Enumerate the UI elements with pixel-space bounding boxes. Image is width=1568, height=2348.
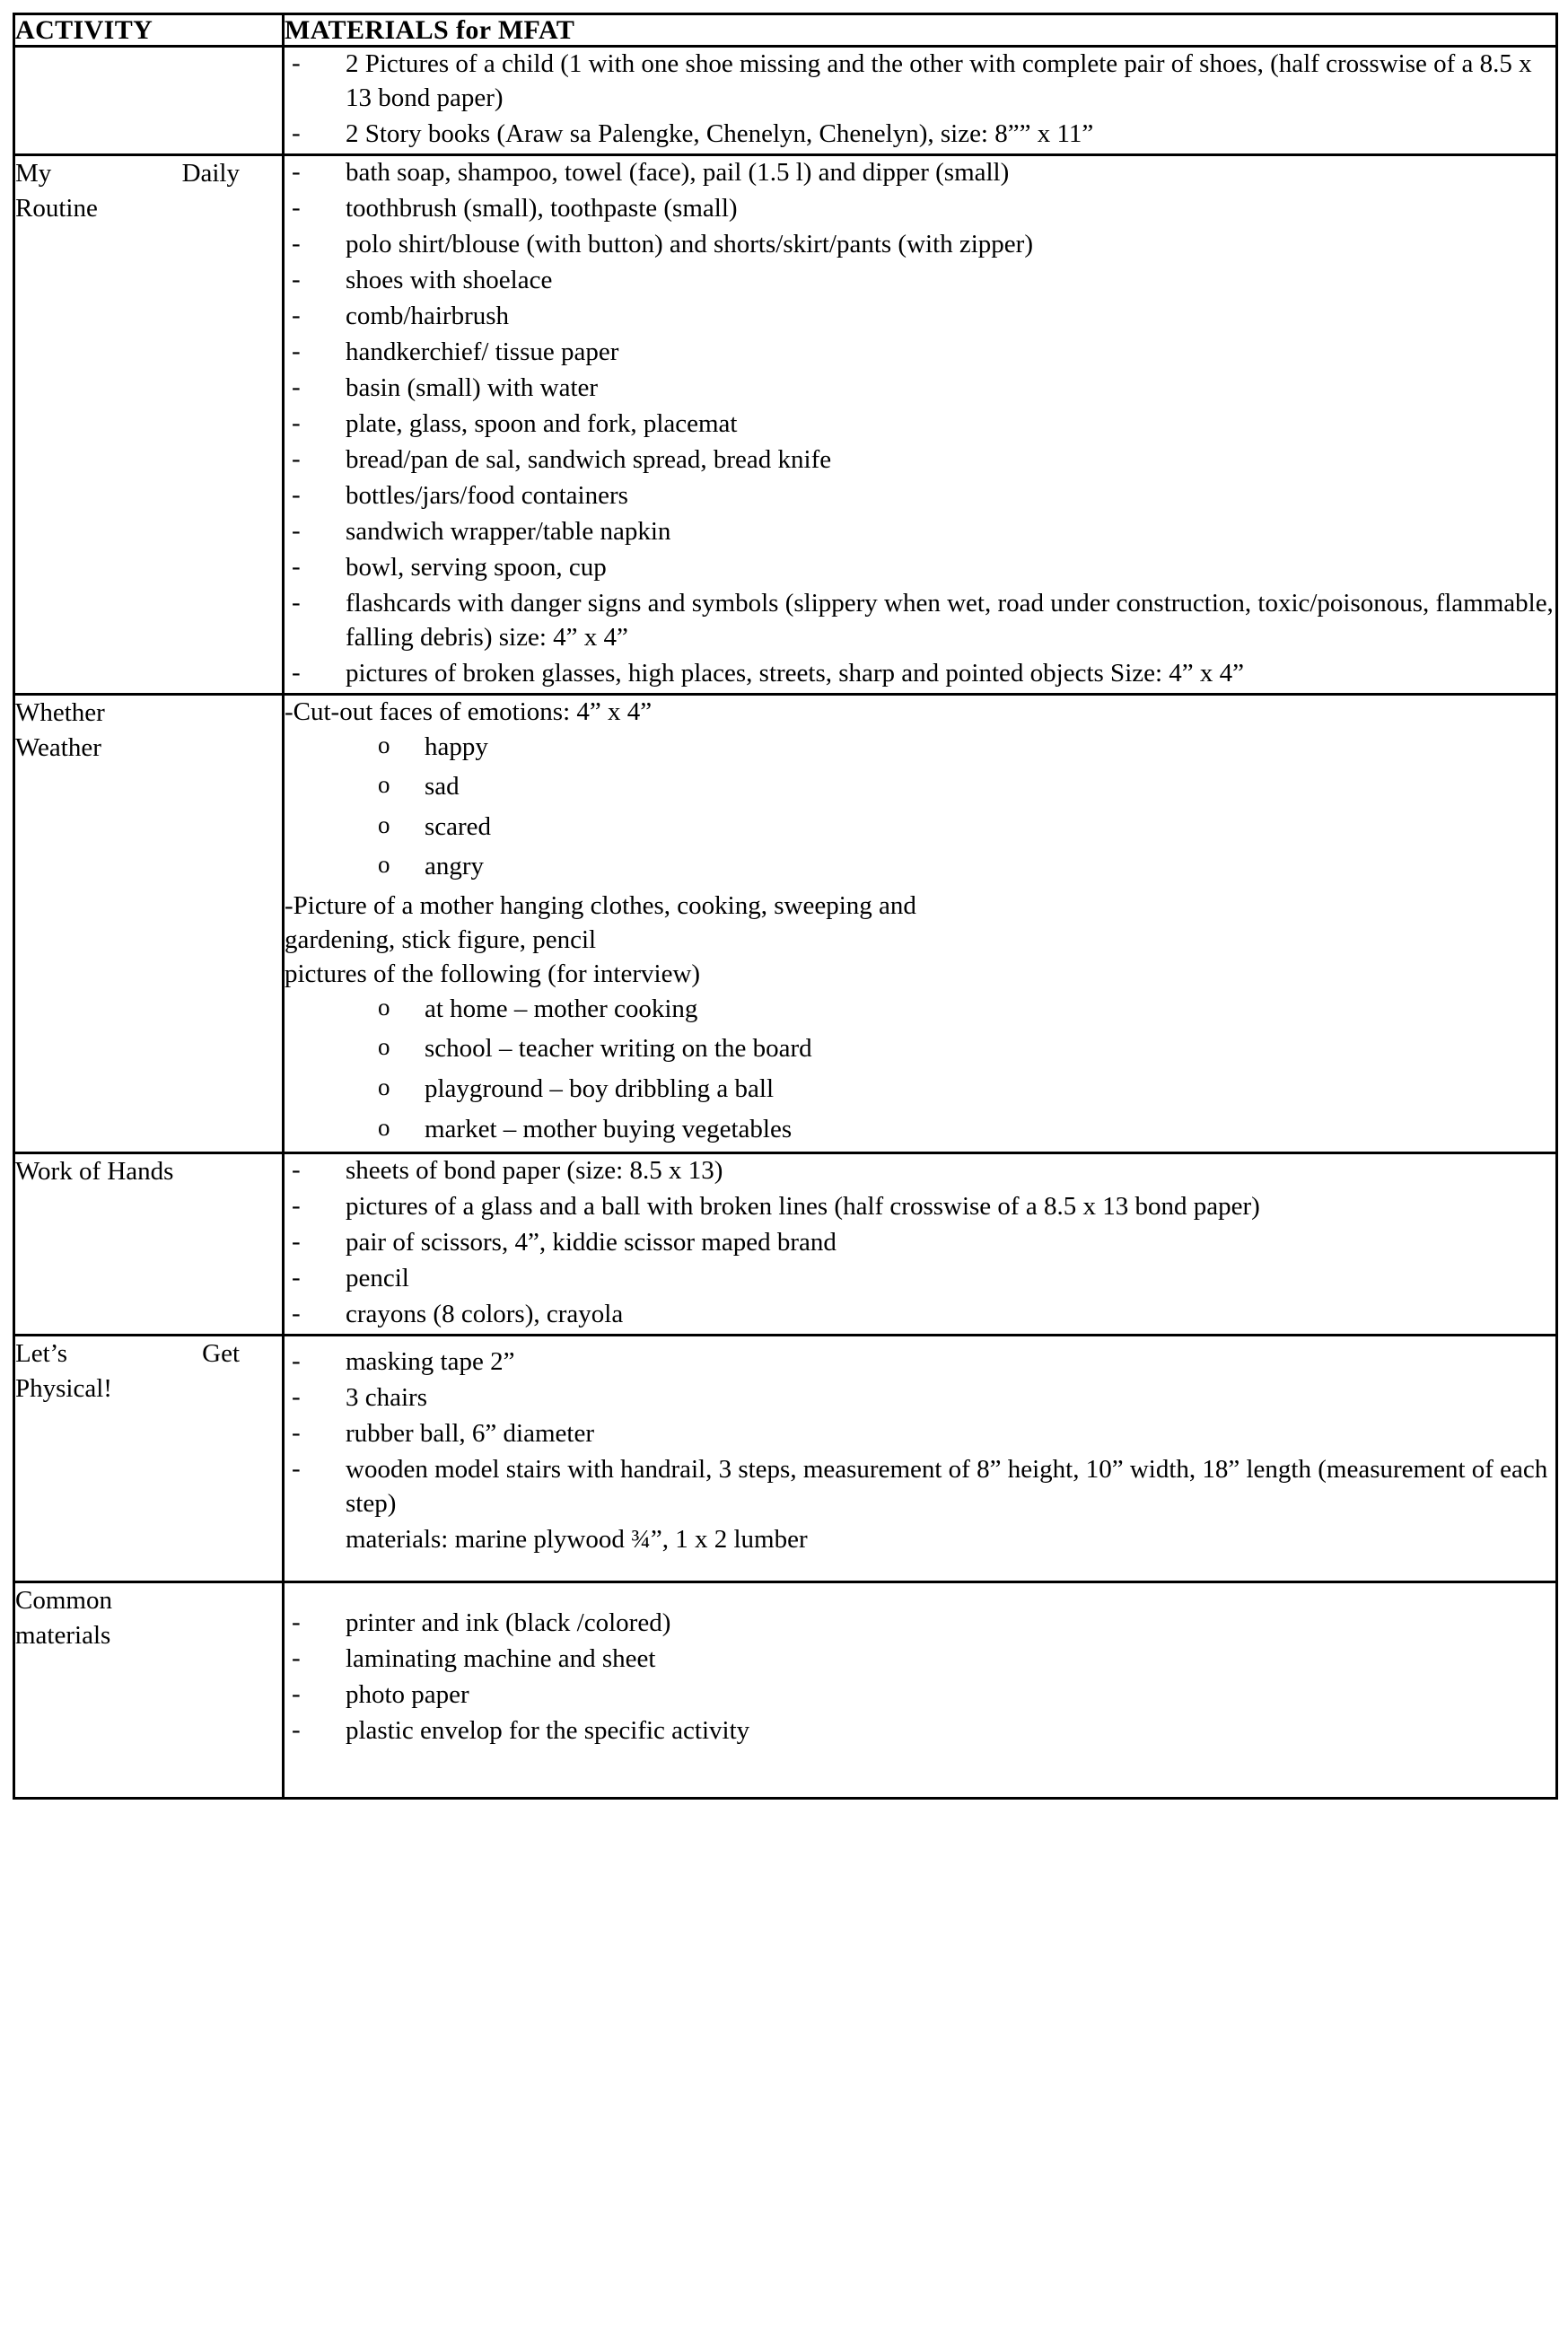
list-item-text: sad xyxy=(425,772,460,802)
materials-cell-my-daily-routine xyxy=(284,154,1557,694)
interview-list xyxy=(285,992,1555,1146)
list-item xyxy=(285,1381,1555,1415)
list-item-text: 2 Story books (Araw sa Palengke, Chenelyn, Chenelyn), size: 8”” x 11” xyxy=(346,118,1094,148)
activity-materials-table xyxy=(13,13,1558,1800)
list-item-text: photo paper xyxy=(346,1679,469,1709)
list-item-text: shoes with shoelace xyxy=(346,265,553,294)
column-header-materials: MATERIALS for MFAT xyxy=(285,15,575,45)
list-item xyxy=(285,156,1555,190)
list-item xyxy=(285,300,1555,334)
dash-bullet-icon: - xyxy=(292,443,301,473)
list-item-text: polo shirt/blouse (with button) and shorts/skirt/pants (with zipper) xyxy=(346,229,1033,258)
dash-bullet-icon: - xyxy=(292,515,301,545)
table-row xyxy=(14,1153,1557,1336)
list-item xyxy=(285,1714,1555,1748)
list-item-text: pictures of a glass and a ball with broken lines (half crosswise of a 8.5 x 13 bond paper) xyxy=(346,1192,1260,1222)
column-header-activity: ACTIVITY xyxy=(15,15,153,45)
table-row xyxy=(14,1336,1557,1582)
activity-cell-lets-get-physical xyxy=(14,1336,284,1582)
list-item-text: sandwich wrapper/table napkin xyxy=(346,516,671,546)
list-item xyxy=(285,1298,1555,1332)
list-item-text: laminating machine and sheet xyxy=(346,1643,656,1673)
list-item xyxy=(285,1453,1555,1521)
materials-cell-work-of-hands xyxy=(284,1153,1557,1336)
list-item xyxy=(285,1031,1555,1066)
list-item xyxy=(285,1262,1555,1296)
dash-bullet-icon: - xyxy=(292,1299,301,1328)
dash-bullet-icon: - xyxy=(292,228,301,258)
list-item xyxy=(285,407,1555,442)
mother-picture-text-line1: -Picture of a mother hanging clothes, cooking, sweeping and xyxy=(285,890,916,920)
activity-label-line2: Routine xyxy=(15,194,98,223)
list-item xyxy=(285,1643,1555,1677)
list-item xyxy=(285,769,1555,804)
activity-cell-1 xyxy=(14,47,284,155)
activity-cell-whether-weather xyxy=(14,694,284,1152)
dash-bullet-icon: - xyxy=(292,48,301,77)
materials-cell-lets-get-physical xyxy=(284,1336,1557,1582)
list-item-text: market – mother buying vegetables xyxy=(425,1114,793,1143)
list-item xyxy=(285,118,1555,152)
dash-bullet-icon: - xyxy=(292,1418,301,1448)
list-item-text: pictures of broken glasses, high places, streets, sharp and pointed objects Size: 4” x 4” xyxy=(346,658,1245,688)
dash-bullet-icon: - xyxy=(292,407,301,437)
activity-label-work-of-hands: Work of Hands xyxy=(15,1157,174,1187)
table-row xyxy=(14,694,1557,1152)
materials-list-5 xyxy=(285,1345,1555,1521)
list-item-text: school – teacher writing on the board xyxy=(425,1034,812,1064)
dash-bullet-icon: - xyxy=(292,479,301,509)
list-item xyxy=(285,1112,1555,1147)
dash-bullet-icon: - xyxy=(292,1263,301,1292)
list-item-text: bowl, serving spoon, cup xyxy=(346,552,607,582)
circle-bullet-icon: o xyxy=(378,810,390,838)
list-item-text: bread/pan de sal, sandwich spread, bread knife xyxy=(346,444,832,474)
materials-list-6 xyxy=(285,1607,1555,1748)
dash-bullet-icon: - xyxy=(292,192,301,222)
circle-bullet-icon: o xyxy=(378,1033,390,1061)
list-item-text: at home – mother cooking xyxy=(425,994,698,1023)
materials-list-1 xyxy=(285,48,1555,152)
list-item-text: handkerchief/ tissue paper xyxy=(346,337,619,366)
list-item xyxy=(285,1607,1555,1641)
dash-bullet-icon: - xyxy=(292,1382,301,1412)
list-item-text: plastic envelop for the specific activity xyxy=(346,1715,750,1745)
dash-bullet-icon: - xyxy=(292,551,301,581)
activity-label-line1: Common xyxy=(15,1585,112,1615)
circle-bullet-icon: o xyxy=(378,1113,390,1141)
spacer xyxy=(285,1557,1555,1581)
list-item xyxy=(285,1345,1555,1380)
list-item xyxy=(285,264,1555,298)
materials-cell-common-materials xyxy=(284,1581,1557,1798)
activity-label-line2: Weather xyxy=(15,732,101,762)
materials-cell-1 xyxy=(284,47,1557,155)
activity-label-word: My xyxy=(15,158,52,188)
list-item xyxy=(285,192,1555,226)
activity-label-word: Daily xyxy=(181,158,240,188)
interview-intro-text: pictures of the following (for interview) xyxy=(285,959,701,988)
list-item-text: angry xyxy=(425,852,485,881)
circle-bullet-icon: o xyxy=(378,771,390,799)
list-item-text: sheets of bond paper (size: 8.5 x 13) xyxy=(346,1156,723,1186)
list-item-text: printer and ink (black /colored) xyxy=(346,1608,671,1637)
circle-bullet-icon: o xyxy=(378,1073,390,1101)
dash-bullet-icon: - xyxy=(292,1155,301,1185)
list-item xyxy=(285,587,1555,655)
list-item xyxy=(285,551,1555,585)
list-item-text: 3 chairs xyxy=(346,1383,427,1413)
materials-list-2 xyxy=(285,156,1555,691)
list-item-text: playground – boy dribbling a ball xyxy=(425,1074,775,1104)
activity-label-line2: Physical! xyxy=(15,1374,112,1404)
list-item xyxy=(285,228,1555,262)
list-item xyxy=(285,1154,1555,1188)
mother-picture-text-line2: gardening, stick figure, pencil xyxy=(285,924,597,954)
list-item xyxy=(285,336,1555,370)
list-item-text: pair of scissors, 4”, kiddie scissor maped brand xyxy=(346,1228,837,1257)
dash-bullet-icon: - xyxy=(292,1227,301,1257)
dash-bullet-icon: - xyxy=(292,1714,301,1744)
dash-bullet-icon: - xyxy=(292,1346,301,1376)
list-item-text: bottles/jars/food containers xyxy=(346,480,628,510)
list-item-text: happy xyxy=(425,732,488,761)
dash-bullet-icon: - xyxy=(292,372,301,401)
list-item-text: rubber ball, 6” diameter xyxy=(346,1419,594,1449)
dash-bullet-icon: - xyxy=(292,1607,301,1636)
activity-label-line xyxy=(15,156,240,191)
dash-bullet-icon: - xyxy=(292,118,301,147)
dash-bullet-icon: - xyxy=(292,657,301,687)
table-row xyxy=(14,154,1557,694)
circle-bullet-icon: o xyxy=(378,993,390,1021)
list-item-text: flashcards with danger signs and symbols (slippery when wet, road under construction, toxic/poisonous, flammable, falling debris) size: 4” x 4” xyxy=(346,588,1554,652)
list-item xyxy=(285,443,1555,477)
activity-label-line1 xyxy=(15,1336,240,1371)
list-item xyxy=(285,730,1555,765)
list-item-text: wooden model stairs with handrail, 3 steps, measurement of 8” height, 10” width, 18” length (measurement of each step) xyxy=(346,1455,1548,1519)
list-item-text: crayons (8 colors), crayola xyxy=(346,1300,624,1329)
list-item-text: 2 Pictures of a child (1 with one shoe missing and the other with complete pair of shoes, (half crosswise of a 8.5 x 13 bond paper) xyxy=(346,49,1532,112)
table-row xyxy=(14,1581,1557,1798)
list-item xyxy=(285,657,1555,691)
spacer xyxy=(285,1583,1555,1607)
table-header-row xyxy=(14,14,1557,47)
materials-list-4 xyxy=(285,1154,1555,1332)
dash-bullet-icon: - xyxy=(292,1643,301,1672)
list-item-text: scared xyxy=(425,811,492,841)
materials-cell-whether-weather xyxy=(284,694,1557,1152)
list-item-text: masking tape 2” xyxy=(346,1347,515,1377)
header-cell-materials xyxy=(284,14,1557,47)
list-item xyxy=(285,810,1555,845)
activity-label-line2: materials xyxy=(15,1621,111,1651)
emotions-intro-text: -Cut-out faces of emotions: 4” x 4” xyxy=(285,697,653,726)
list-item xyxy=(285,1226,1555,1260)
table-row xyxy=(14,47,1557,155)
activity-cell-my-daily-routine xyxy=(14,154,284,694)
list-item-text: pencil xyxy=(346,1264,409,1293)
activity-cell-work-of-hands xyxy=(14,1153,284,1336)
activity-label-word: Get xyxy=(202,1339,240,1369)
dash-bullet-icon: - xyxy=(292,587,301,617)
spacer xyxy=(285,1336,1555,1345)
dash-bullet-icon: - xyxy=(292,264,301,294)
header-cell-activity xyxy=(14,14,284,47)
dash-bullet-icon: - xyxy=(292,1454,301,1484)
activity-cell-common-materials xyxy=(14,1581,284,1798)
physical-materials-note: materials: marine plywood ¾”, 1 x 2 lumber xyxy=(346,1525,808,1554)
spacer xyxy=(285,1750,1555,1797)
list-item-text: comb/hairbrush xyxy=(346,301,510,330)
list-item xyxy=(285,372,1555,406)
list-item-text: plate, glass, spoon and fork, placemat xyxy=(346,408,738,438)
list-item-text: toothbrush (small), toothpaste (small) xyxy=(346,193,738,223)
list-item xyxy=(285,48,1555,116)
list-item xyxy=(285,479,1555,513)
list-item xyxy=(285,1072,1555,1107)
list-item xyxy=(285,1678,1555,1713)
activity-label-word: Let’s xyxy=(15,1339,67,1369)
dash-bullet-icon: - xyxy=(292,156,301,186)
list-item xyxy=(285,515,1555,549)
list-item-text: bath soap, shampoo, towel (face), pail (1.5 l) and dipper (small) xyxy=(346,157,1010,187)
activity-label-line1: Whether xyxy=(15,697,105,727)
circle-bullet-icon: o xyxy=(378,731,390,758)
circle-bullet-icon: o xyxy=(378,851,390,879)
list-item xyxy=(285,1417,1555,1451)
list-item xyxy=(285,992,1555,1027)
emotions-list xyxy=(285,730,1555,884)
dash-bullet-icon: - xyxy=(292,336,301,365)
dash-bullet-icon: - xyxy=(292,300,301,329)
list-item xyxy=(285,1190,1555,1224)
dash-bullet-icon: - xyxy=(292,1191,301,1221)
list-item-text: basin (small) with water xyxy=(346,372,599,402)
dash-bullet-icon: - xyxy=(292,1678,301,1708)
list-item xyxy=(285,849,1555,884)
